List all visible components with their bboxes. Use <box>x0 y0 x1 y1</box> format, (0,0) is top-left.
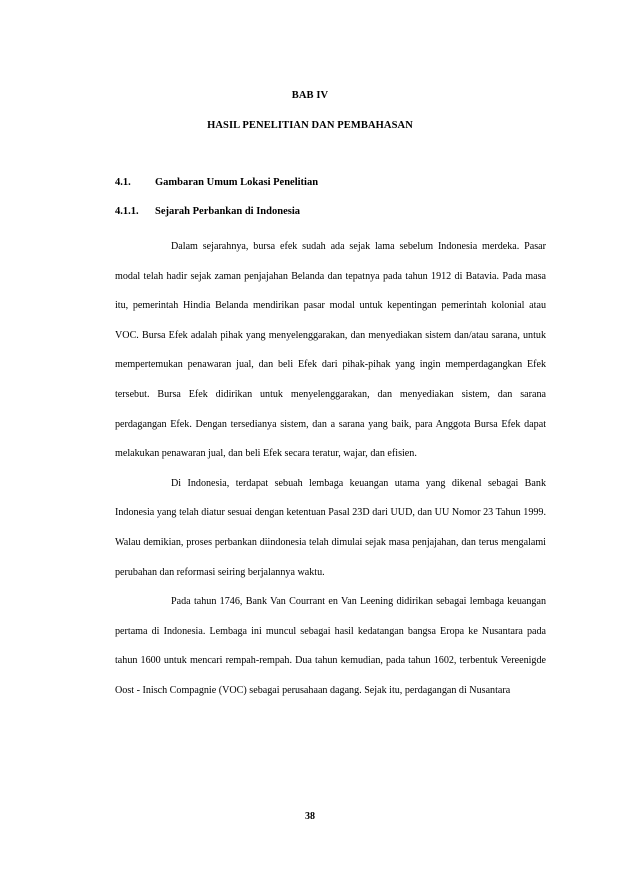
paragraph: Di Indonesia, terdapat sebuah lembaga keuangan utama yang dikenal sebagai Bank Indonesia yang telah diatur sesuai dengan ketentuan Pasal 23D dari UUD, dan UU Nomor 23 Tahun 1999. Walau demikian, proses perbankan diindonesia telah dimulai sejak masa penjajahan, dan terus mengalami perubahan dan reformasi seiring berjalannya waktu. <box>115 477 546 578</box>
subsection-number: 4.1.1. <box>115 206 139 217</box>
section-number: 4.1. <box>115 177 131 188</box>
chapter-label: BAB IV <box>291 90 329 101</box>
body-text <box>115 232 546 706</box>
paragraph: Dalam sejarahnya, bursa efek sudah ada sejak lama sebelum Indonesia merdeka. Pasar modal telah hadir sejak zaman penjajahan Belanda dan tepatnya pada tahun 1912 di Batavia. Pada masa itu, pemerintah Hindia Belanda mendirikan pasar modal untuk kepentingan pemerintah kolonial atau VOC. Bursa Efek adalah pihak yang menyelenggarakan, dan menyediakan sistem dan/atau sarana, untuk mempertemukan penawaran jual, dan beli Efek dari pihak-pihak yang ingin memperdagangkan Efek tersebut. Bursa Efek didirikan untuk menyelenggarakan, dan menyediakan sistem, dan sarana perdagangan Efek. Dengan tersedianya sistem, dan a sarana yang baik, para Anggota Bursa Efek dapat melakukan penawaran jual, dan beli Efek secara teratur, wajar, dan efisien. <box>115 241 546 460</box>
section-heading <box>115 177 318 188</box>
page-number: 38 <box>305 811 315 822</box>
paragraph: Pada tahun 1746, Bank Van Courrant en Van Leening didirikan sebagai lembaga keuangan pertama di Indonesia. Lembaga ini muncul sebagai hasil kedatangan bangsa Eropa ke Nusantara pada tahun 1600 untuk mencari rempah-rempah. Dua tahun kemudian, pada tahun 1602, terbentuk Vereenigde Oost - Inisch Compagnie (VOC) sebagai perusahaan dagang. Sejak itu, perdagangan di Nusantara <box>115 596 546 696</box>
subsection-title: Sejarah Perbankan di Indonesia <box>155 206 300 217</box>
section-title: Gambaran Umum Lokasi Penelitian <box>155 177 319 188</box>
chapter-title: HASIL PENELITIAN DAN PEMBAHASAN <box>207 120 413 131</box>
subsection-heading <box>115 206 300 217</box>
